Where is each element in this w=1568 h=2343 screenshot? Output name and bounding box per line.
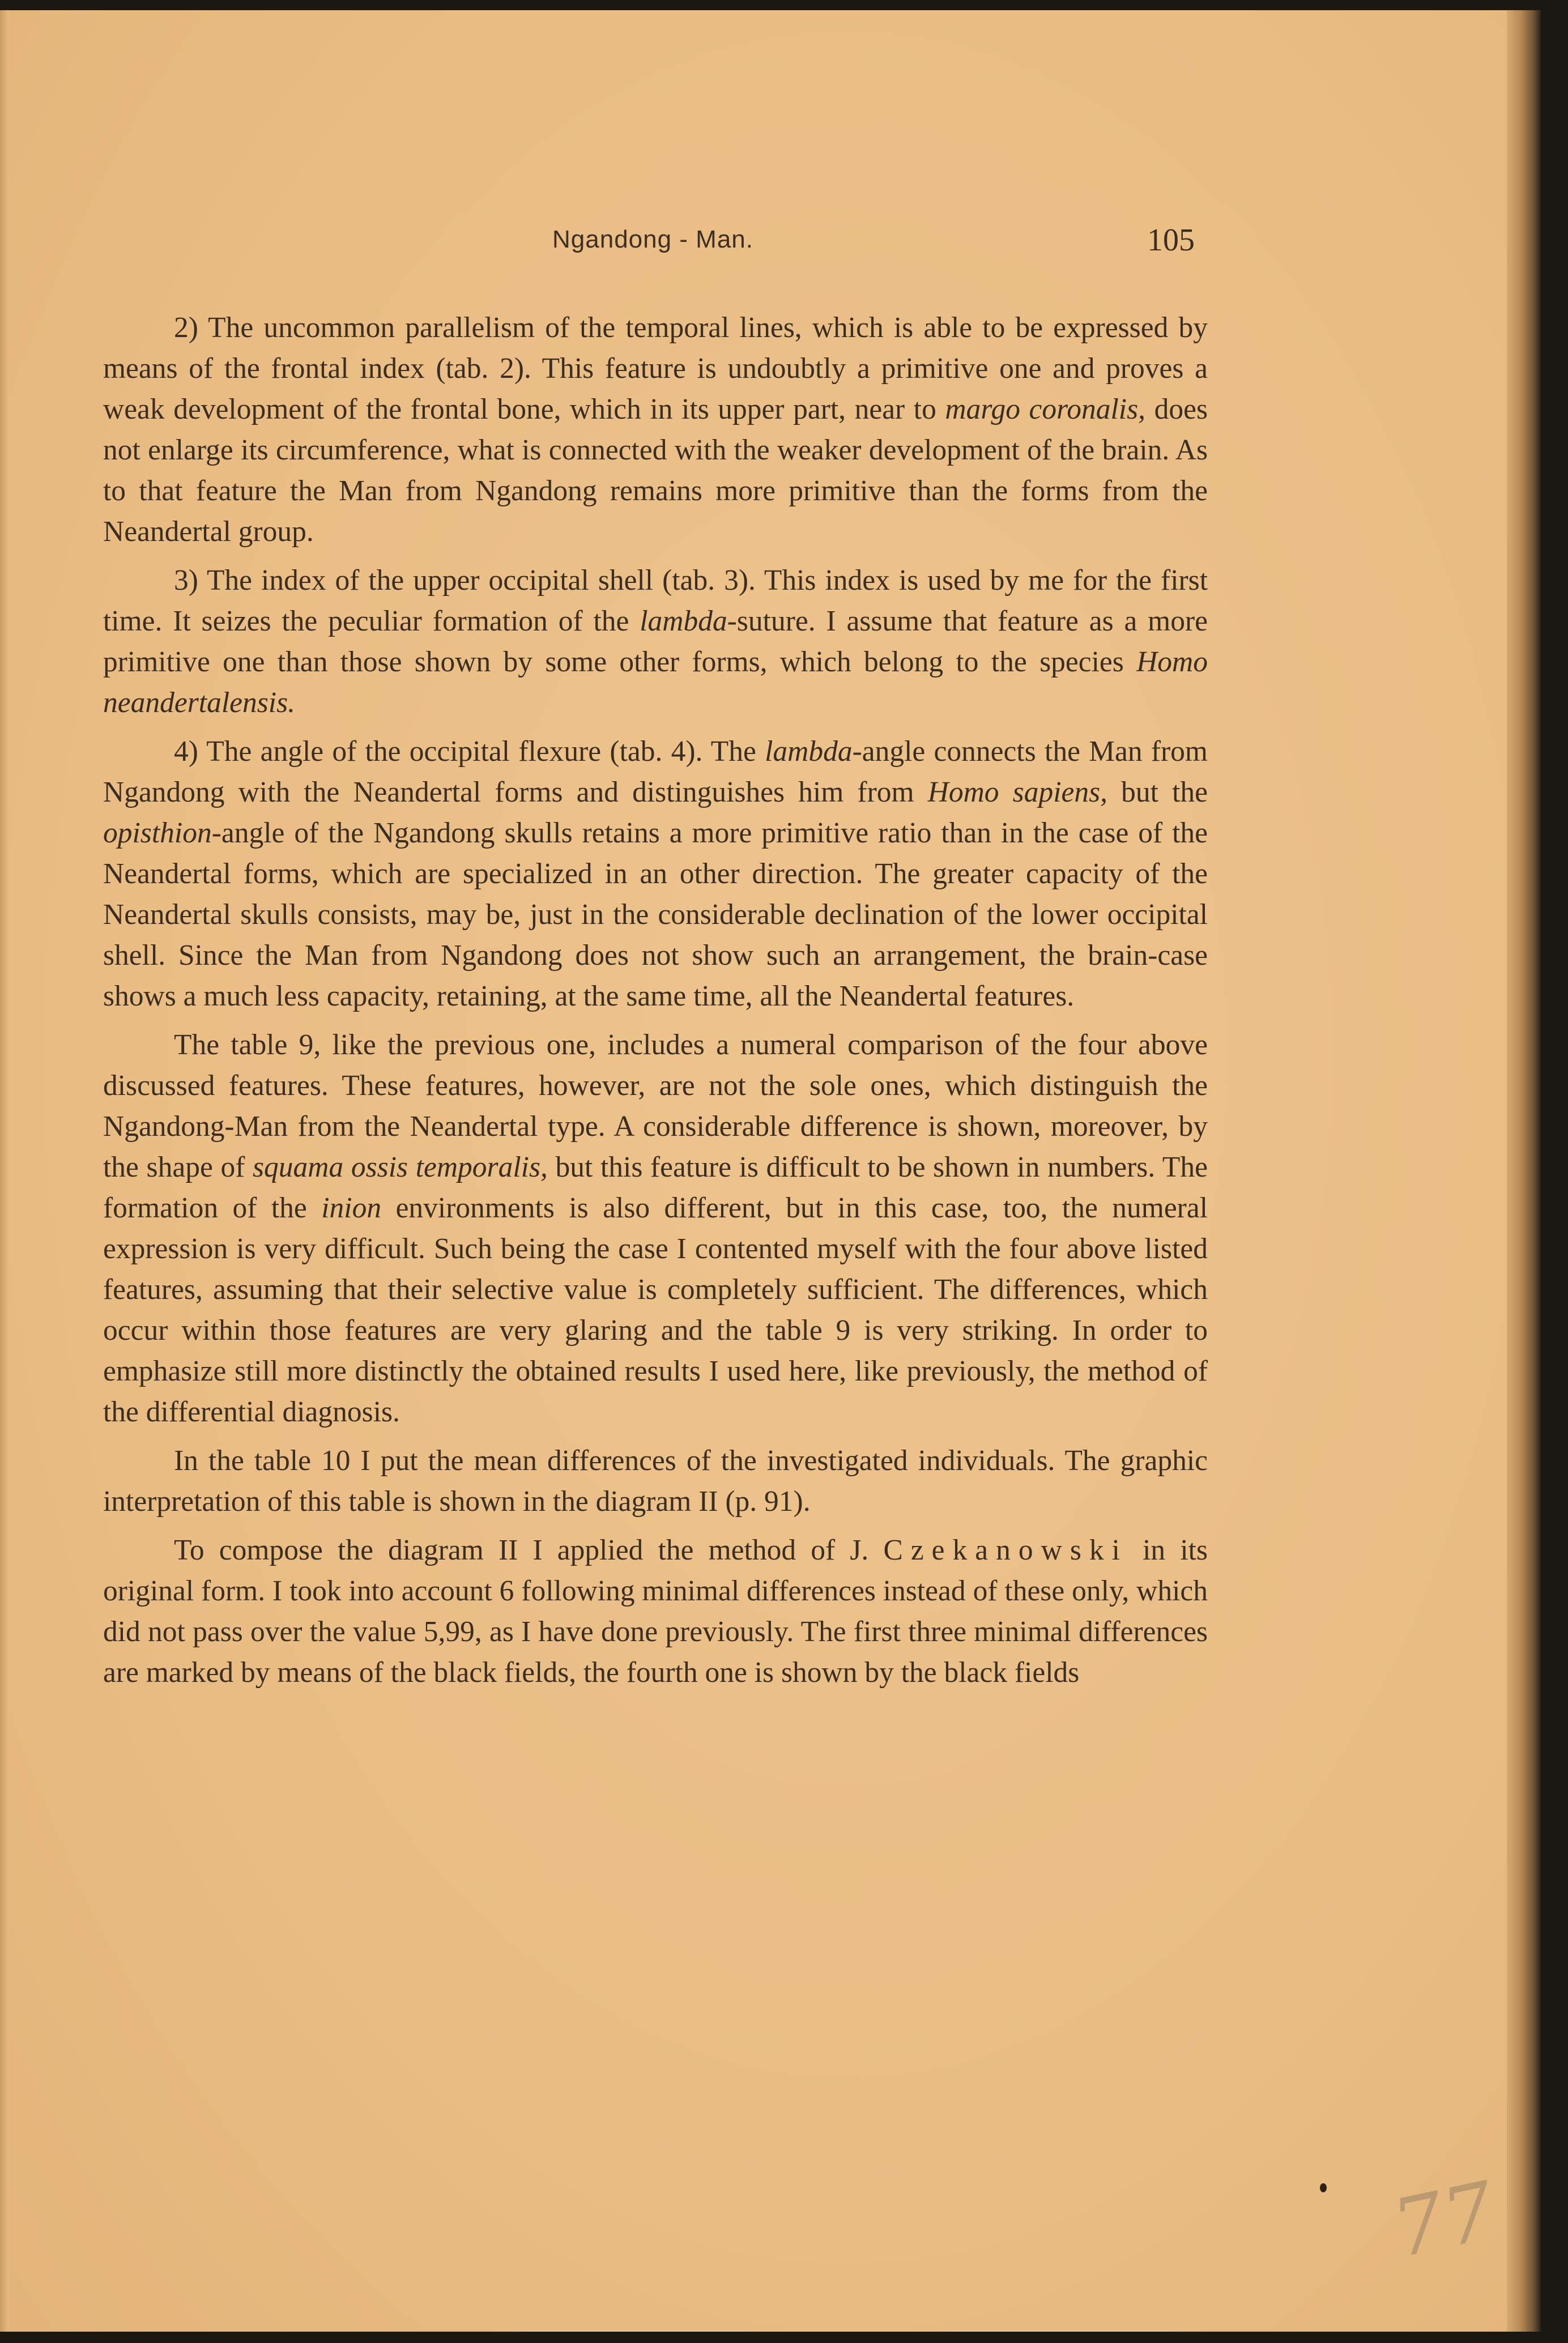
italic-term: squama ossis temporalis, xyxy=(253,1151,548,1183)
paragraph-diagram-2 xyxy=(103,1530,1208,1693)
text-run: but this feature is difficult to be shown in numbers. The formation of the xyxy=(103,1151,1208,1224)
pencil-margin-mark: 77 xyxy=(1385,2165,1503,2276)
book-spine-shadow xyxy=(1507,10,1541,2332)
text-run: in its original form. I took into account 6 following minimal differences instead of these only, which did not pass over the value 5,99, as I have done previously. The first three minimal differences are marked by means of the black fields, the fourth one is shown by the black fields xyxy=(103,1534,1208,1689)
text-run: 4) The angle of the occipital flexure (tab. 4). The xyxy=(174,735,765,768)
text-run: -angle of the Ngandong skulls retains a more primitive ratio than in the case of the Neandertal forms, which are specialized in an other direction. The greater capacity of the Neandertal skulls consists, may be, just in the considerable declination of the lower occipital shell. Since the Man from Ngandong does not show such an arrangement, the brain-case shows a much less capacity, retaining, at the same time, all the Neandertal features. xyxy=(103,817,1208,1012)
text-run: To compose the diagram II I applied the method of J. xyxy=(174,1534,884,1566)
italic-term: margo coronalis, xyxy=(945,393,1146,425)
body-text xyxy=(103,308,1208,1701)
text-run: environments is also different, but in this case, too, the numeral expression is very difficult. Such being the case I contented myself with the four above listed features, assuming that their selective value is completely sufficient. The differences, which occur within those features are very glaring and the table 9 is very striking. In order to emphasize still more distinctly the obtained results I used here, like previously, the method of the differential diagnosis. xyxy=(103,1192,1208,1428)
page-left-edge xyxy=(0,10,9,2332)
italic-term: Homo neandertalensis. xyxy=(103,646,1208,719)
ink-dot xyxy=(1320,2183,1327,2192)
italic-term: lambda xyxy=(640,605,727,637)
running-head: Ngandong - Man. xyxy=(552,225,753,253)
text-run: In the table 10 I put the mean differences of the investigated individuals. The graphic interpretation of this table is shown in the diagram II (p. 91). xyxy=(103,1445,1208,1518)
text-run: The table 9, like the previous one, includes a numeral comparison of the four above discussed features. These features, however, are not the sole ones, which distinguish the Ngandong-Man from the Neandertal type. A considerable difference is shown, moreover, by the shape of xyxy=(103,1029,1208,1183)
text-run: 2) The uncommon parallelism of the temporal lines, which is able to be expressed by means of the frontal index (tab. 2). This feature is undoubtly a primitive one and proves a weak development of the frontal bone, which in its upper part, near to xyxy=(103,312,1208,425)
paragraph-temporal-lines xyxy=(103,308,1208,552)
book-page xyxy=(0,10,1541,2332)
page-header xyxy=(0,225,1529,271)
text-run: does not enlarge its circumference, what is connected with the weaker development of the brain. As to that feature the Man from Ngandong remains more primitive than the forms from the Neandertal group. xyxy=(103,393,1208,548)
paragraph-occipital-flexure xyxy=(103,731,1208,1017)
italic-term: inion xyxy=(321,1192,382,1224)
text-run: -suture. I assume that feature as a more primitive one than those shown by some other forms, which belong to the species xyxy=(103,605,1208,678)
paragraph-table-9 xyxy=(103,1025,1208,1433)
paragraph-table-10 xyxy=(103,1441,1208,1522)
author-name-spaced: Czekanowski xyxy=(883,1534,1128,1566)
text-run: -angle connects the Man from Ngandong with the Neandertal forms and distinguishes him from xyxy=(103,735,1208,808)
italic-term: lambda xyxy=(765,735,853,768)
italic-term: opisthion xyxy=(103,817,212,849)
text-run: 3) The index of the upper occipital shell (tab. 3). This index is used by me for the first time. It seizes the peculiar formation of the xyxy=(103,564,1208,637)
italic-term: Homo sapiens, xyxy=(927,776,1108,808)
paragraph-occipital-shell xyxy=(103,560,1208,723)
page-number: 105 xyxy=(1147,223,1195,258)
text-run: but the xyxy=(1107,776,1208,808)
